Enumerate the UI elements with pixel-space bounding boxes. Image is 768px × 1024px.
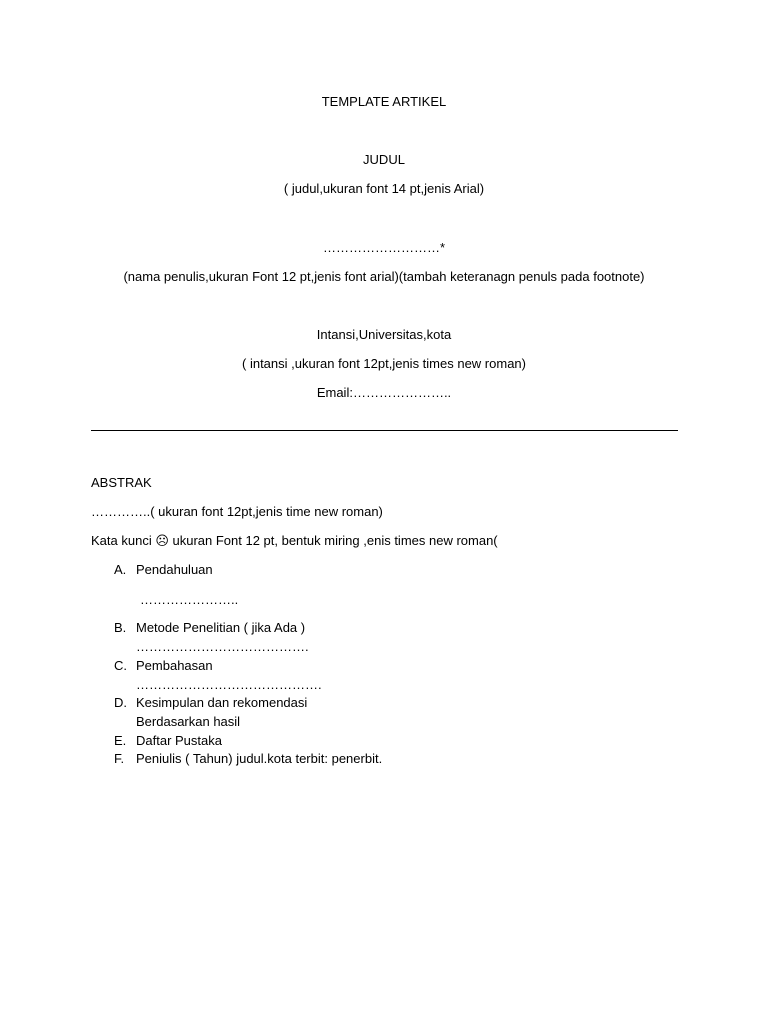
outline-letter: B.: [114, 620, 127, 635]
outline-item-detail: …………………..: [140, 592, 239, 607]
horizontal-divider: [91, 430, 678, 431]
abstract-format-note: …………..( ukuran font 12pt,jenis time new roman): [91, 504, 383, 519]
article-title-placeholder: JUDUL: [363, 152, 405, 167]
outline-letter: C.: [114, 658, 127, 673]
author-placeholder: ………………………*: [322, 240, 446, 255]
outline-letter: E.: [114, 733, 127, 748]
outline-item-detail: …………………………………….: [136, 677, 322, 692]
outline-letter: F.: [114, 751, 125, 766]
author-format-note: (nama penulis,ukuran Font 12 pt,jenis font arial)(tambah keteranagn penuls pada footnote): [123, 269, 645, 284]
keywords-format-note: Kata kunci ☹ ukuran Font 12 pt, bentuk miring ,enis times new roman(: [91, 533, 498, 548]
outline-item-pembahasan: Pembahasan: [136, 658, 213, 673]
abstract-heading: ABSTRAK: [91, 475, 152, 490]
outline-letter: D.: [114, 695, 127, 710]
outline-letter: A.: [114, 562, 127, 577]
outline-item-pendahuluan: Pendahuluan: [136, 562, 213, 577]
institution-format-note: ( intansi ,ukuran font 12pt,jenis times new roman): [242, 356, 526, 371]
title-format-note: ( judul,ukuran font 14 pt,jenis Arial): [283, 181, 485, 196]
outline-item-detail: ………………………………….: [136, 639, 309, 654]
template-title: TEMPLATE ARTIKEL: [321, 94, 447, 109]
email-line: Email:…………………..: [316, 385, 452, 400]
outline-item-detail: Berdasarkan hasil: [136, 714, 241, 729]
outline-item-reference-format: Peniulis ( Tahun) judul.kota terbit: penerbit.: [136, 751, 383, 766]
institution-line: Intansi,Universitas,kota: [316, 327, 452, 342]
outline-item-kesimpulan: Kesimpulan dan rekomendasi: [136, 695, 308, 710]
outline-item-metode: Metode Penelitian ( jika Ada ): [136, 620, 306, 635]
outline-item-daftar-pustaka: Daftar Pustaka: [136, 733, 222, 748]
